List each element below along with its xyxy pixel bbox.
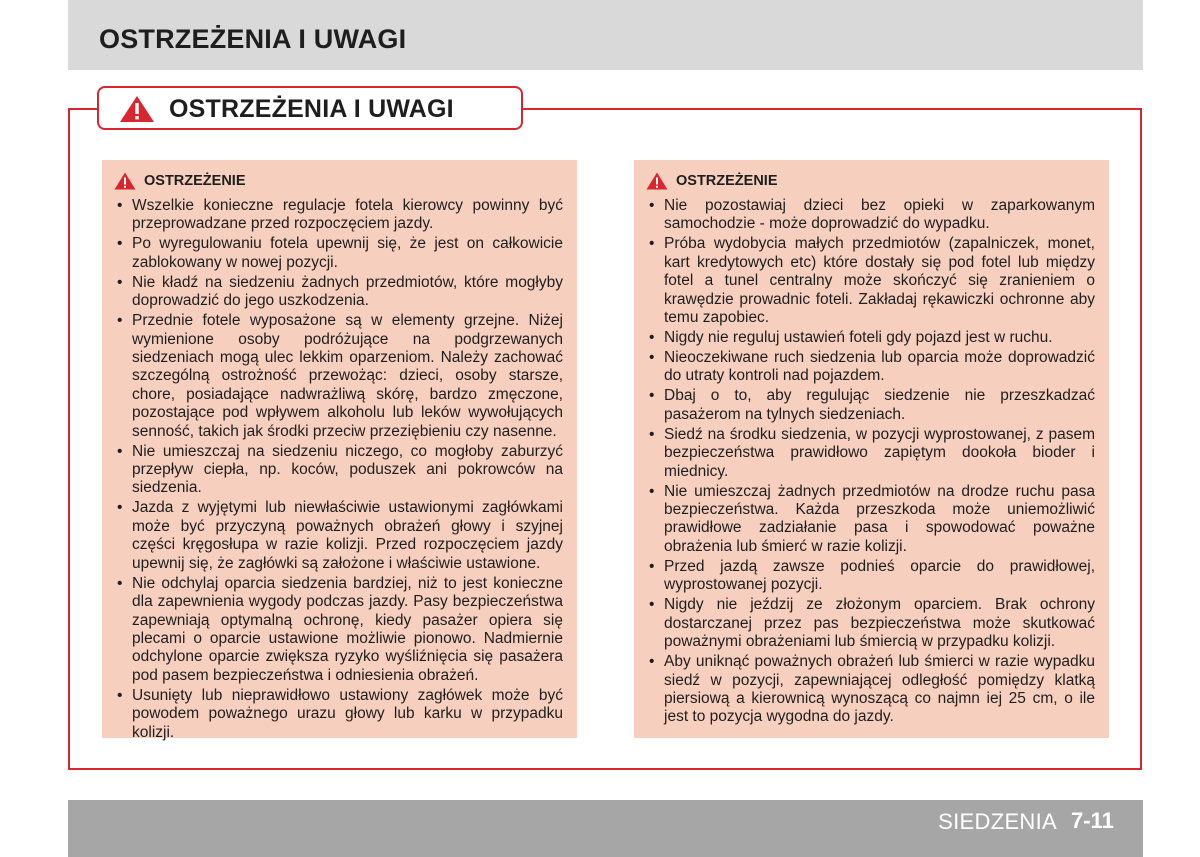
list-item: • Nigdy nie reguluj ustawień foteli gdy pojazd jest w ruchu. [646, 329, 1097, 347]
warning-box-header [646, 170, 1097, 192]
warning-triangle-icon [119, 95, 155, 128]
list-item: • Przed jazdą zawsze podnieś oparcie do prawidłowej, wyprostowanej pozycji. [646, 558, 1097, 595]
warning-heading: OSTRZEŻENIE [144, 173, 246, 189]
list-item: • Aby uniknąć poważnych obrażeń lub śmierci w razie wypadku siedź w pozycji, zapewniającej odległość pomiędzy klatką piersiową a kierownicą wynoszącą co najmn iej 25 cm, o ile jest to pozycja wygodna do jazdy. [646, 653, 1097, 727]
footer-section-name: SIEDZENIA [938, 809, 1057, 834]
list-item: • Dbaj o to, aby regulując siedzenie nie przeszkadzać pasażerom na tylnych siedzeniach. [646, 387, 1097, 424]
list-item: • Nieoczekiwane ruch siedzenia lub oparcia może doprowadzić do utraty kontroli nad pojazdem. [646, 349, 1097, 386]
list-item: • Przednie fotele wyposażone są w elementy grzejne. Niżej wymienione osoby podróżujące na podgrzewanych siedzeniach mogą ulec lekkim oparzeniom. Należy zachować szczególną ostrożność przewożąc: dzieci, osoby starsze, chore, posiadające nadwrażliwą skórę, bardzo zmęczone, pozostające pod wpływem alkoholu lub leków wywołujących senność, takich jak środki przeciw przeziębieniu czy nasenne. [114, 312, 565, 441]
warning-list [646, 197, 1097, 727]
page-title: OSTRZEŻENIA I UWAGI [99, 24, 407, 54]
list-item: • Wszelkie konieczne regulacje fotela kierowcy powinny być przeprowadzane przed rozpoczęciem jazdy. [114, 197, 565, 234]
section-title-tab [97, 86, 523, 130]
list-item: • Usunięty lub nieprawidłowo ustawiony zagłówek może być powodem poważnego urazu głowy lub karku w przypadku kolizji. [114, 687, 565, 742]
list-item: • Siedź na środku siedzenia, w pozycji wyprostowanej, z pasem bezpieczeństwa prawidłowo zapiętym dookoła bioder i miednicy. [646, 426, 1097, 481]
list-item: • Nie umieszczaj na siedzeniu niczego, co mogłoby zaburzyć przepływ ciepła, np. koców, poduszek ani pokrowców na siedzenia. [114, 443, 565, 498]
section-title: OSTRZEŻENIA I UWAGI [169, 95, 454, 123]
warning-triangle-icon [646, 172, 668, 190]
footer-bar [68, 800, 1143, 857]
list-item: • Po wyregulowaniu fotela upewnij się, że jest on całkowicie zablokowany w nowej pozycji. [114, 235, 565, 272]
list-item: • Nie umieszczaj żadnych przedmiotów na drodze ruchu pasa bezpieczeństwa. Każda przeszkoda może uniemożliwić prawidłowe zadziałanie pasa i spowodować poważne obrażenia lub śmierć w razie kolizji. [646, 483, 1097, 557]
header-bar [68, 0, 1143, 70]
list-item: • Próba wydobycia małych przedmiotów (zapalniczek, monet, kart kredytowych etc) które dostały się pod fotel lub między fotel a tunel centralny może skończyć się zranieniem o krawędzie prowadnic foteli. Zakładaj rękawiczki ochronne aby temu zapobiec. [646, 235, 1097, 327]
list-item: • Nie pozostawiaj dzieci bez opieki w zaparkowanym samochodzie - może doprowadzić do wypadku. [646, 197, 1097, 234]
list-item: • Nie odchylaj oparcia siedzenia bardziej, niż to jest konieczne dla zapewnienia wygody podczas jazdy. Pasy bezpieczeństwa zapewniają optymalną ochronę, kiedy pasażer opiera się plecami o oparcie ustawione możliwie pionowo. Nadmiernie odchylone oparcie zwiększa ryzyko wyśliźnięcia się pasażera pod pasem bezpieczeństwa i odniesienia obrażeń. [114, 575, 565, 685]
list-item: • Nie kładź na siedzeniu żadnych przedmiotów, które mogłyby doprowadzić do jego uszkodzenia. [114, 274, 565, 311]
list-item: • Nigdy nie jeździj ze złożonym oparciem. Brak ochrony dostarczanej przez pas bezpieczeństwa może skutkować poważnymi obrażeniami lub śmiercią w przypadku kolizji. [646, 596, 1097, 651]
list-item: • Jazda z wyjętymi lub niewłaściwie ustawionymi zagłówkami może być przyczyną poważnych obrażeń głowy i szyjnej części kręgosłupa w razie kolizji. Przed rozpoczęciem jazdy upewnij się, że zagłówki są założone i właściwie ustawione. [114, 499, 565, 573]
warning-box-left [102, 160, 577, 741]
warning-box-header [114, 170, 565, 192]
warning-triangle-icon [114, 172, 136, 190]
page-number: 7-11 [1071, 808, 1114, 833]
warning-heading: OSTRZEŻENIE [676, 173, 778, 189]
warning-box-right [634, 160, 1109, 738]
warning-list [114, 197, 565, 742]
